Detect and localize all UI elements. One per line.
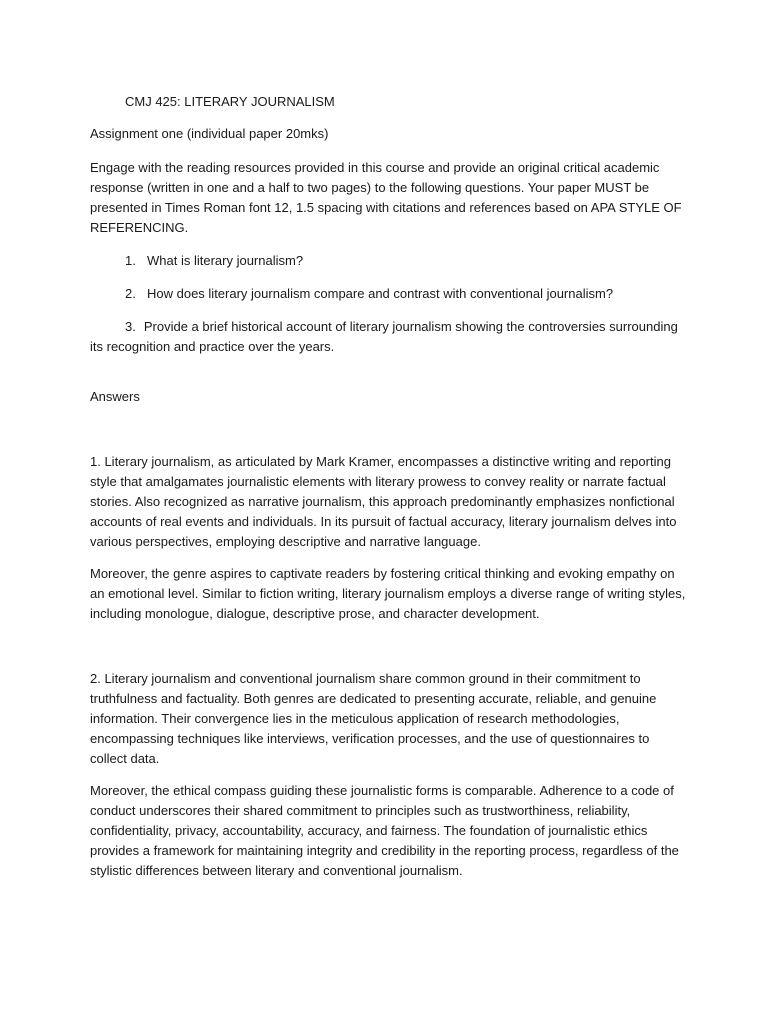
assignment-line: Assignment one (individual paper 20mks) xyxy=(90,126,329,141)
answer-paragraph: Moreover, the genre aspires to captivate readers by fostering critical thinking and evoking empathy on an emotional level. Similar to fiction writing, literary journalism employs a diverse range of writing styles, including monologue, dialogue, descriptive prose, and character development. xyxy=(90,566,686,621)
question-item-3 xyxy=(90,317,686,357)
answer-paragraph: Moreover, the ethical compass guiding these journalistic forms is comparable. Adherence to a code of conduct underscores their shared commitment to principles such as trustworthiness, reliability, confidentiality, privacy, accountability, accuracy, and fairness. The foundation of journalistic ethics provides a framework for maintaining integrity and credibility in the reporting process, regardless of the stylistic differences between literary and conventional journalism. xyxy=(90,783,679,878)
answer-1 xyxy=(90,452,686,624)
answers-heading: Answers xyxy=(90,389,140,404)
question-text: Provide a brief historical account of literary journalism showing the controversies surrounding its recognition and practice over the years. xyxy=(90,319,678,354)
answer-2 xyxy=(90,669,686,881)
question-item-1 xyxy=(90,251,686,271)
document-page xyxy=(90,92,686,893)
question-number: 2. xyxy=(125,286,136,301)
instructions-paragraph: Engage with the reading resources provided in this course and provide an original critical academic response (written in one and a half to two pages) to the following questions. Your paper MUST be presented in Times Roman font 12, 1.5 spacing with citations and references based on APA STYLE OF REFERENCING. xyxy=(90,160,682,235)
section-spacer xyxy=(90,636,686,669)
questions-list xyxy=(90,251,686,357)
question-text: How does literary journalism compare and contrast with conventional journalism? xyxy=(147,286,614,301)
question-number: 1. xyxy=(125,253,136,268)
question-text: What is literary journalism? xyxy=(147,253,304,268)
answer-paragraph: 2. Literary journalism and conventional journalism share common ground in their commitment to truthfulness and factuality. Both genres are dedicated to presenting accurate, reliable, and genuine information. Their convergence lies in the meticulous application of research methodologies, encompassing techniques like interviews, verification processes, and the use of questionnaires to collect data. xyxy=(90,671,657,766)
question-number: 3. xyxy=(125,319,136,334)
question-item-2 xyxy=(90,284,686,304)
course-title: CMJ 425: LITERARY JOURNALISM xyxy=(125,94,335,109)
answer-paragraph: 1. Literary journalism, as articulated by Mark Kramer, encompasses a distinctive writing and reporting style that amalgamates journalistic elements with literary prowess to convey reality or narrate factual stories. Also recognized as narrative journalism, this approach predominantly emphasizes nonfictional accounts of real events and individuals. In its pursuit of factual accuracy, literary journalism delves into various perspectives, employing descriptive and narrative language. xyxy=(90,454,677,549)
